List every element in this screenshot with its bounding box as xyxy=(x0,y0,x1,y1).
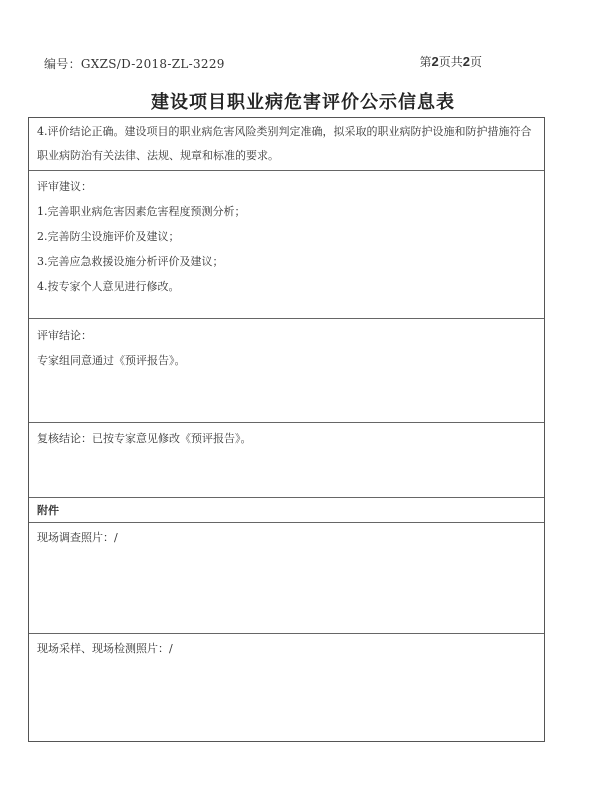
review-suggestions-section xyxy=(29,171,544,319)
page-title: 建设项目职业病危害评价公示信息表 xyxy=(151,92,455,113)
page-total: 2 xyxy=(462,54,470,69)
document-number: 编号：GXZS/D-2018-ZL-3229 xyxy=(44,57,225,71)
recheck-text: 复核结论：已按专家意见修改《预评报告》。 xyxy=(37,432,252,445)
sampling-photos-label: 现场采样、现场检测照片：/ xyxy=(37,642,173,655)
site-photos-label: 现场调查照片：/ xyxy=(37,531,118,544)
page-middle: 页共 xyxy=(438,55,463,69)
page-current: 2 xyxy=(431,54,439,69)
page-suffix: 页 xyxy=(469,55,482,69)
page-indicator xyxy=(419,53,482,70)
site-photos-section xyxy=(29,523,544,634)
review-conclusion-text: 专家组同意通过《预评报告》。 xyxy=(37,354,186,367)
page-prefix: 第 xyxy=(419,55,432,69)
sampling-photos-section xyxy=(29,634,544,741)
info-table xyxy=(28,117,545,742)
conclusion-line-1: 4.评价结论正确。建设项目的职业病危害风险类别判定准确，拟采取的职业病防护设施和防护措施符合 xyxy=(37,125,532,138)
suggestion-item: 3.完善应急救援设施分析评价及建议； xyxy=(37,255,224,268)
attachments-heading-row xyxy=(29,498,544,523)
review-suggestions-heading: 评审建议： xyxy=(37,180,92,193)
attachments-heading: 附件 xyxy=(37,504,59,517)
review-conclusion-section xyxy=(29,319,544,423)
suggestion-item: 1.完善职业病危害因素危害程度预测分析； xyxy=(37,205,246,218)
suggestion-item: 2.完善防尘设施评价及建议； xyxy=(37,230,180,243)
recheck-section xyxy=(29,423,544,498)
conclusion-section xyxy=(29,118,544,171)
suggestion-item: 4.按专家个人意见进行修改。 xyxy=(37,280,180,293)
review-conclusion-heading: 评审结论： xyxy=(37,329,92,342)
conclusion-line-2: 职业病防治有关法律、法规、规章和标准的要求。 xyxy=(37,149,279,162)
